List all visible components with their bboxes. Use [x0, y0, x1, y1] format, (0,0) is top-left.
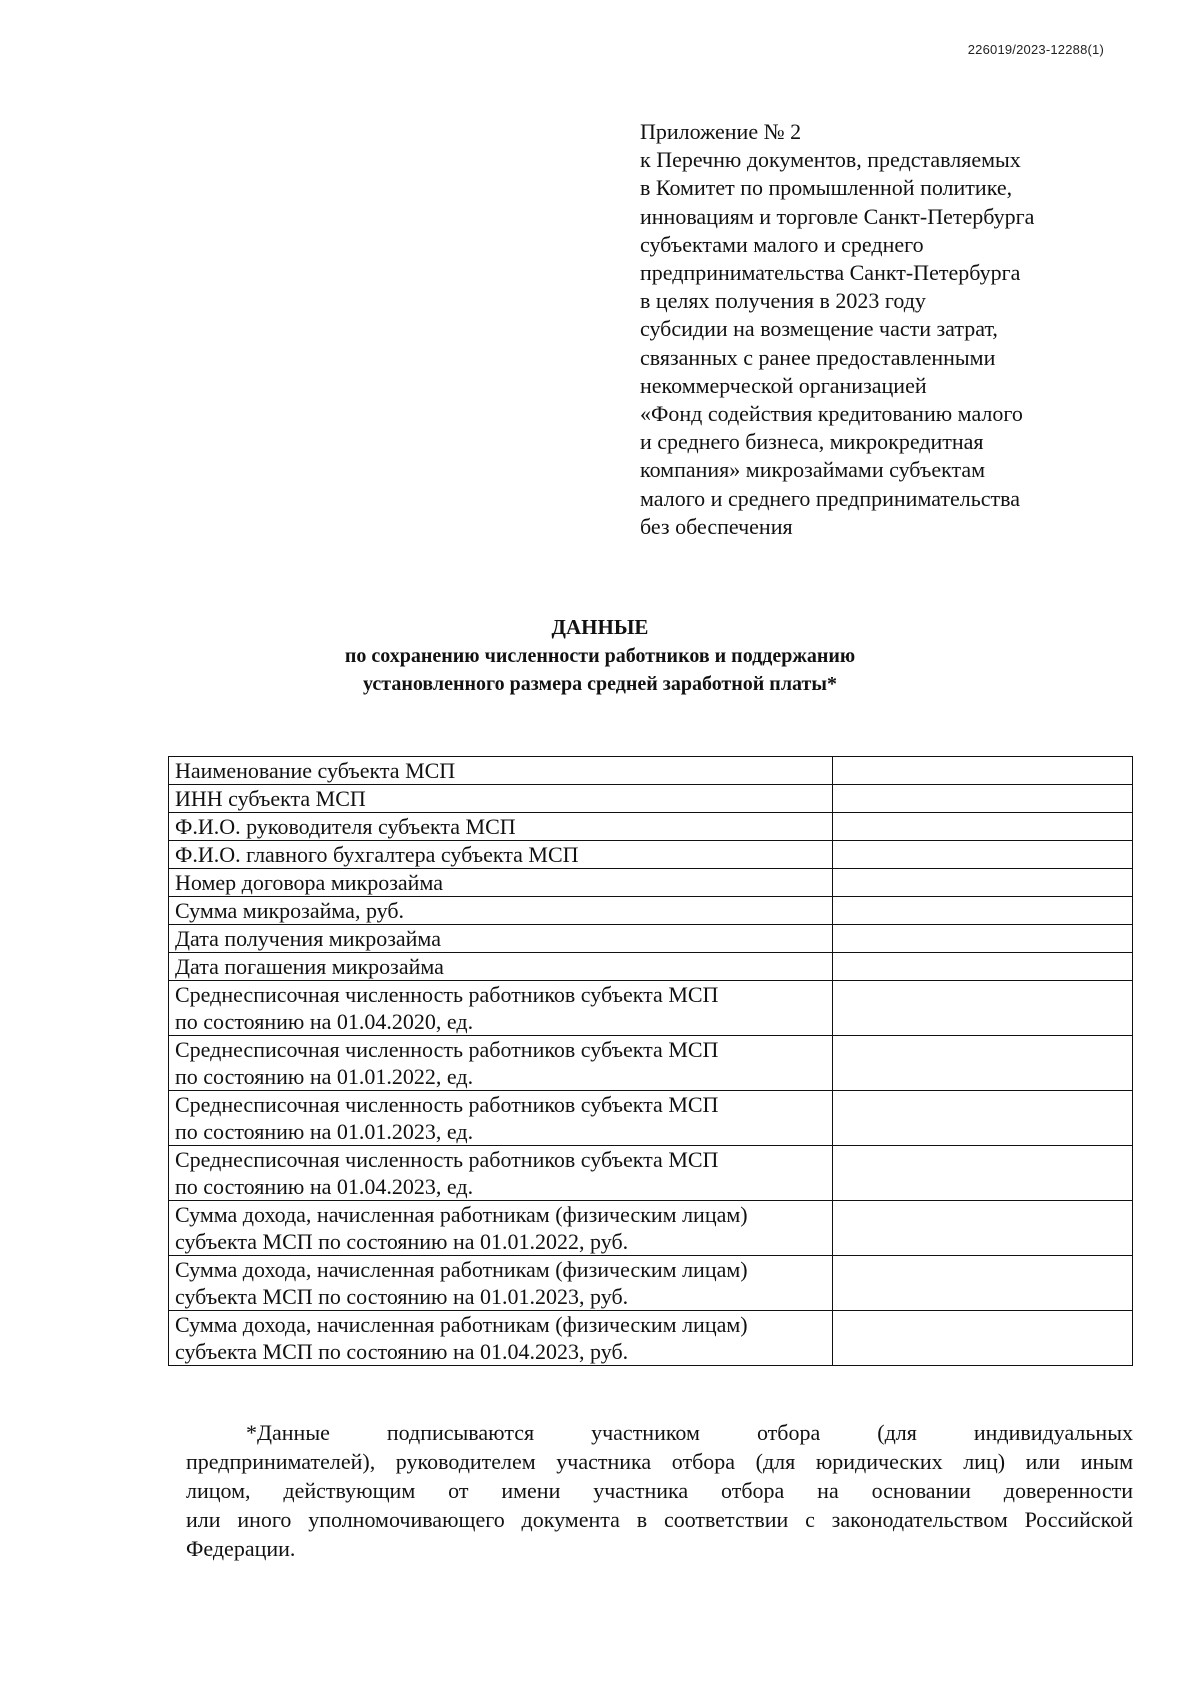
table-row [169, 1256, 1133, 1311]
table-row [169, 1146, 1133, 1201]
table-row [169, 1201, 1133, 1256]
row-label: Ф.И.О. главного бухгалтера субъекта МСП [169, 841, 833, 869]
row-value-cell[interactable] [832, 757, 1132, 785]
appendix-line: Приложение № 2 [640, 119, 802, 144]
row-value-cell[interactable] [832, 869, 1132, 897]
row-label: Среднесписочная численность работников субъекта МСП по состоянию на 01.04.2020, ед. [169, 981, 833, 1036]
row-value-cell[interactable] [832, 925, 1132, 953]
row-label: Сумма дохода, начисленная работникам (физическим лицам) субъекта МСП по состоянию на 01.01.2023, руб. [169, 1256, 833, 1311]
appendix-line: субъектами малого и среднего [640, 231, 924, 257]
table-row [169, 869, 1133, 897]
footnote-line: или иного уполномочивающего документа в соответствии с законодательством Российской [186, 1507, 1133, 1532]
appendix-line: в целях получения в 2023 году [640, 288, 926, 314]
table-row [169, 1091, 1133, 1146]
table-row [169, 953, 1133, 981]
footnote [186, 1418, 1133, 1563]
row-value-cell[interactable] [832, 981, 1132, 1036]
row-value-cell[interactable] [832, 841, 1132, 869]
row-value-cell[interactable] [832, 1091, 1132, 1146]
appendix-line: инновациям и торговле Санкт-Петербурга [640, 203, 1035, 229]
row-value-cell[interactable] [832, 785, 1132, 813]
row-value-cell[interactable] [832, 1311, 1132, 1366]
row-label: Сумма дохода, начисленная работникам (физическим лицам) субъекта МСП по состоянию на 01.01.2022, руб. [169, 1201, 833, 1256]
appendix-line: связанных с ранее предоставленными [640, 344, 996, 370]
table-row [169, 1036, 1133, 1091]
data-table [168, 756, 1133, 1366]
appendix-line: в Комитет по промышленной политике, [640, 175, 1013, 201]
page-subtitle-line-2: установленного размера средней заработной платы* [363, 673, 837, 695]
table-row [169, 1311, 1133, 1366]
appendix-line: и среднего бизнеса, микрокредитная [640, 429, 984, 455]
appendix-line: малого и среднего предпринимательства [640, 485, 1021, 511]
footnote-line: Федерации. [186, 1536, 296, 1561]
row-value-cell[interactable] [832, 813, 1132, 841]
appendix-line: к Перечню документов, представляемых [640, 147, 1021, 173]
table-row [169, 757, 1133, 785]
appendix-line: субсидии на возмещение части затрат, [640, 316, 998, 342]
table-row [169, 841, 1133, 869]
row-value-cell[interactable] [832, 897, 1132, 925]
table-body [169, 757, 1133, 1366]
row-label: Дата погашения микрозайма [169, 953, 833, 981]
appendix-line: компания» микрозаймами субъектам [640, 457, 986, 483]
table-row [169, 813, 1133, 841]
row-value-cell[interactable] [832, 953, 1132, 981]
appendix-line: без обеспечения [640, 513, 793, 539]
page-subtitle-line-1: по сохранению численности работников и поддержанию [344, 645, 856, 667]
row-label: Сумма микрозайма, руб. [169, 897, 833, 925]
appendix-line: «Фонд содействия кредитованию малого [640, 401, 1023, 427]
row-label: Номер договора микрозайма [169, 869, 833, 897]
row-label: ИНН субъекта МСП [169, 785, 833, 813]
row-value-cell[interactable] [832, 1201, 1132, 1256]
row-value-cell[interactable] [832, 1146, 1132, 1201]
row-label: Ф.И.О. руководителя субъекта МСП [169, 813, 833, 841]
page-title: ДАННЫЕ [551, 615, 649, 639]
row-value-cell[interactable] [832, 1036, 1132, 1091]
table-row [169, 981, 1133, 1036]
document-id: 226019/2023-12288(1) [967, 42, 1104, 57]
document-heading [0, 612, 1200, 698]
row-label: Среднесписочная численность работников субъекта МСП по состоянию на 01.01.2023, ед. [169, 1091, 833, 1146]
row-label: Наименование субъекта МСП [169, 757, 833, 785]
appendix-line: предпринимательства Санкт-Петербурга [640, 260, 1021, 286]
table-row [169, 897, 1133, 925]
row-label: Сумма дохода, начисленная работникам (физическим лицам) субъекта МСП по состоянию на 01.04.2023, руб. [169, 1311, 833, 1366]
footnote-line: предпринимателей), руководителем участника отбора (для юридических лиц) или иным [186, 1449, 1133, 1474]
table-row [169, 925, 1133, 953]
row-label: Дата получения микрозайма [169, 925, 833, 953]
row-value-cell[interactable] [832, 1256, 1132, 1311]
table-row [169, 785, 1133, 813]
row-label: Среднесписочная численность работников субъекта МСП по состоянию на 01.01.2022, ед. [169, 1036, 833, 1091]
footnote-line: лицом, действующим от имени участника отбора на основании доверенности [186, 1478, 1133, 1503]
row-label: Среднесписочная численность работников субъекта МСП по состоянию на 01.04.2023, ед. [169, 1146, 833, 1201]
footnote-line: *Данные подписываются участником отбора (для индивидуальных [246, 1420, 1133, 1445]
appendix-line: некоммерческой организацией [640, 372, 927, 398]
appendix-header [640, 118, 1120, 541]
